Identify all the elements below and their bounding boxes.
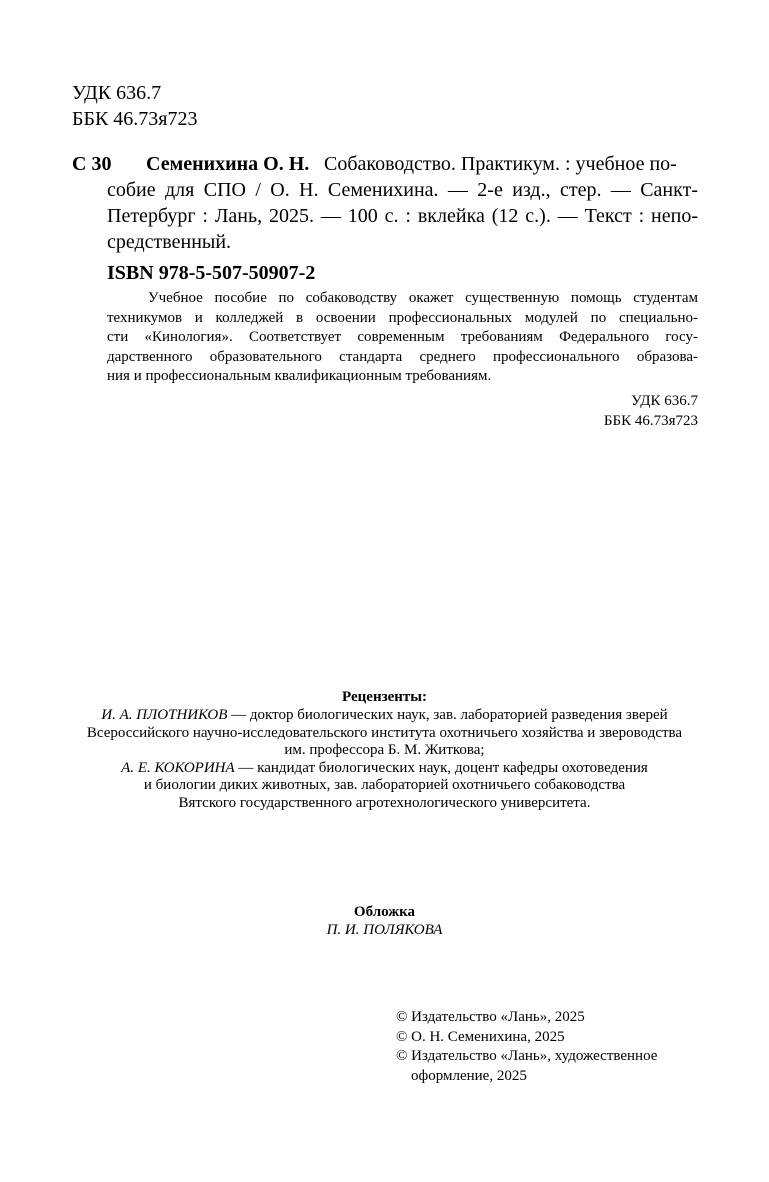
isbn: ISBN 978-5-507-50907-2 — [107, 262, 316, 284]
header-bbk: ББК 46.73я723 — [72, 108, 198, 130]
copyright-publisher: © Издательство «Лань», 2025 — [396, 1009, 585, 1025]
reviewer-1-line-3: им. профессора Б. М. Житкова; — [284, 742, 485, 758]
annotation-line-2: техникумов и колледжей в освоении профессиональных модулей по специально- — [107, 309, 698, 326]
annotation-udk: УДК 636.7 — [631, 393, 698, 409]
entry-line-3: Петербург : Лань, 2025. — 100 с. : вклейка (12 с.). — Текст : непо- — [107, 205, 698, 227]
reviewers-heading: Рецензенты: — [342, 689, 427, 705]
reviewer-2-title: — кандидат биологических наук, доцент кафедры охотоведения — [234, 759, 648, 776]
reviewer-1-name: И. А. ПЛОТНИКОВ — [101, 707, 228, 723]
annotation-bbk: ББК 46.73я723 — [603, 412, 698, 429]
annotation-line-5: ния и профессиональным квалификационным требованиям. — [107, 368, 492, 384]
reviewer-1-line-2: Всероссийского научно-исследовательского института охотничьего хозяйства и звероводства — [86, 724, 683, 741]
reviewer-1-title: — доктор биологических наук, зав. лабораторией разведения зверей — [227, 707, 668, 723]
cover-designer: П. И. ПОЛЯКОВА — [326, 922, 443, 938]
annotation-line-4: дарственного образовательного стандарта среднего профессионального образова- — [107, 348, 698, 365]
entry-code: С 30 — [72, 153, 112, 175]
annotation-line-3: сти «Кинология». Соответствует современным требованиям Федерального госу- — [107, 329, 698, 345]
reviewer-2-name: А. Е. КОКОРИНА — [121, 759, 235, 776]
copyright-design-line-2: оформление, 2025 — [411, 1067, 527, 1084]
entry-author: Семенихина О. Н. — [146, 153, 310, 175]
entry-line-2: собие для СПО / О. Н. Семенихина. — 2-е изд., стер. — Санкт- — [107, 179, 698, 201]
reviewer-2-line-3: Вятского государственного агротехнологического университета. — [178, 794, 591, 811]
cover-heading: Обложка — [353, 904, 416, 920]
copyright-design-line-1: © Издательство «Лань», художественное — [396, 1048, 658, 1064]
annotation-line-1: Учебное пособие по собаководству окажет существенную помощь студентам — [148, 290, 698, 306]
entry-line-4: средственный. — [107, 231, 232, 253]
header-udk: УДК 636.7 — [72, 82, 162, 104]
entry-line-1: Собаководство. Практикум. : учебное по- — [324, 153, 677, 175]
copyright-author: © О. Н. Семенихина, 2025 — [396, 1028, 565, 1045]
reviewer-2-line-2: и биологии диких животных, зав. лабораторией охотничьего собаководства — [143, 777, 626, 793]
